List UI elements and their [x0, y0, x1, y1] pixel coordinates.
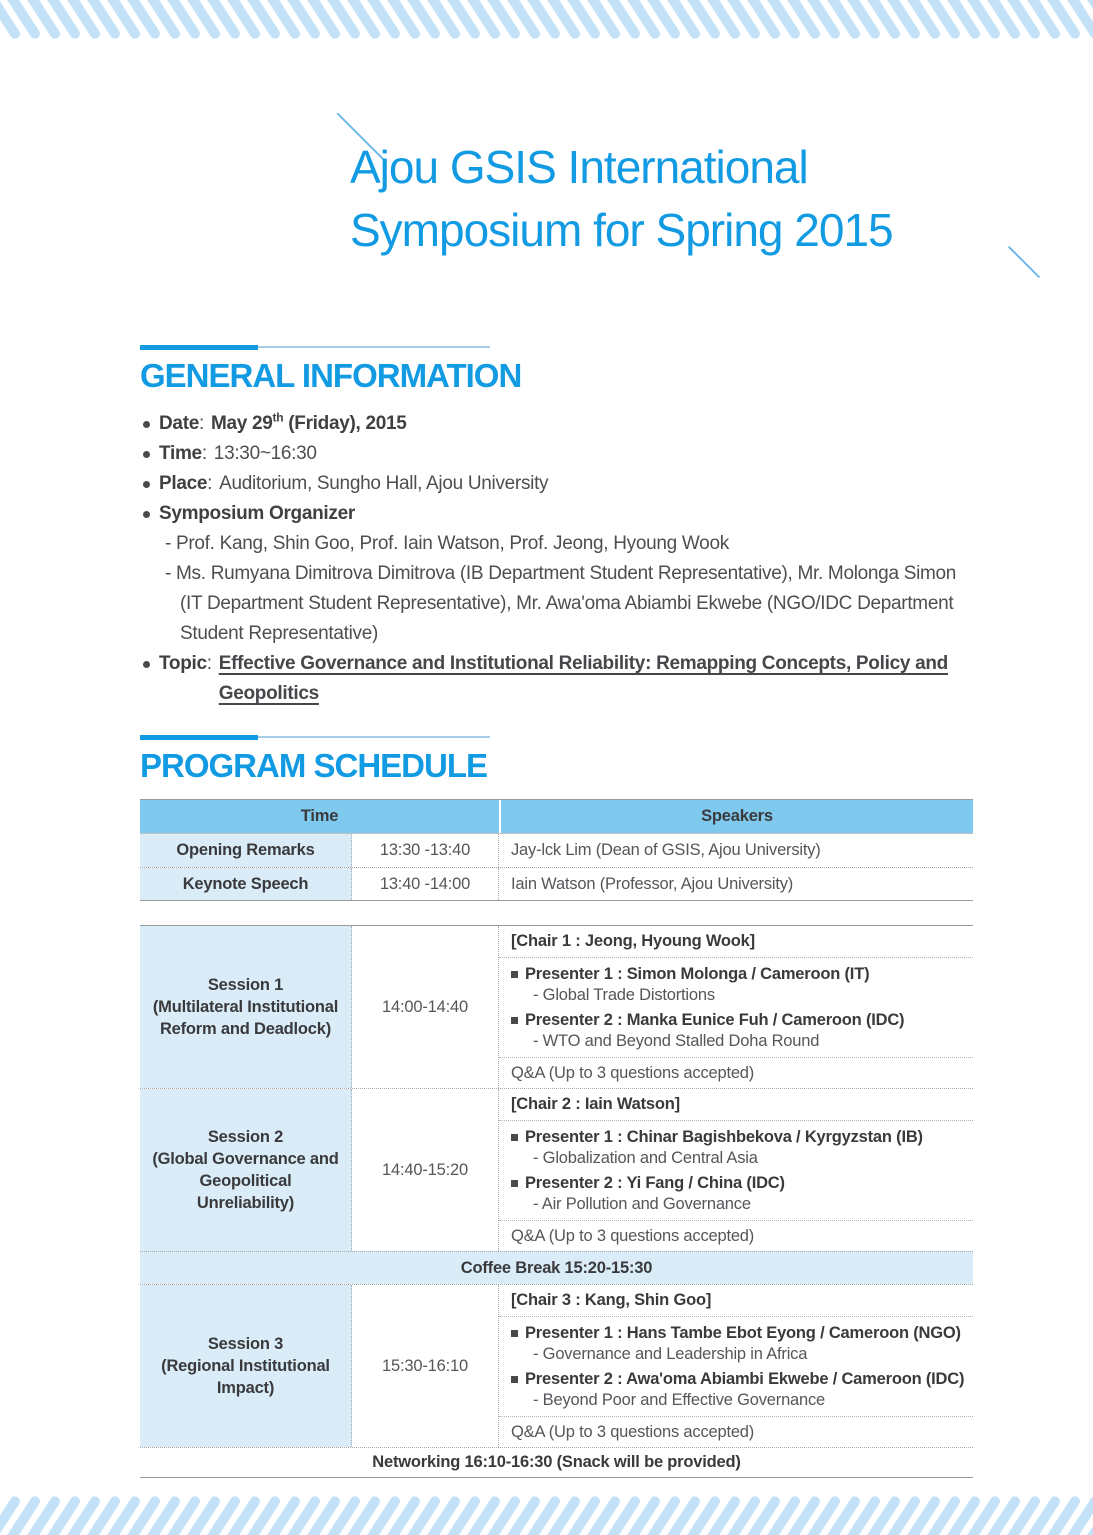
session-name: Session 2	[207, 1128, 284, 1146]
presenter-topic: - WTO and Beyond Stalled Doha Round	[533, 1032, 820, 1050]
label-colon: :	[207, 473, 213, 494]
top-stripes-decoration	[0, 0, 1093, 46]
row-label: Opening Remarks	[140, 834, 352, 867]
title-line-2: Symposium for Spring 2015	[350, 204, 893, 256]
label-colon: :	[201, 443, 207, 464]
list-item-date	[140, 409, 973, 439]
title-slash-right-decoration	[1008, 246, 1041, 279]
row-time: 13:40 -14:00	[352, 868, 499, 900]
session-speakers-cell	[499, 926, 973, 1088]
chair-line: [Chair 1 : Jeong, Hyoung Wook]	[499, 926, 973, 958]
table-row-keynote-speech	[140, 867, 973, 900]
date-label: Date	[159, 413, 199, 434]
list-item-place	[140, 469, 973, 499]
divider-thin-segment	[258, 736, 490, 738]
row-time: 13:30 -13:40	[352, 834, 499, 867]
session-2-row	[140, 1088, 973, 1251]
presenter-item	[511, 964, 965, 1006]
session-speakers-cell	[499, 1089, 973, 1251]
presenter-title: Presenter 1 : Chinar Bagishbekova / Kyrgyzstan (IB)	[525, 1128, 923, 1146]
program-schedule-heading: PROGRAM SCHEDULE	[140, 747, 488, 784]
session-name: Session 3	[207, 1335, 284, 1353]
session-label-cell	[140, 926, 352, 1088]
qa-line: Q&A (Up to 3 questions accepted)	[511, 1422, 755, 1441]
bullet-dot-icon	[143, 421, 150, 428]
list-item-time	[140, 439, 973, 469]
presenter-item	[511, 1127, 965, 1169]
organizer-students-line: - Ms. Rumyana Dimitrova Dimitrova (IB Department Student Representative), Mr. Molonga Simon (IT Department Student Representative), Mr. Awa'oma Abiambi Ekwebe (NGO/IDC Department Student Representative)	[165, 563, 957, 644]
networking-row: Networking 16:10-16:30 (Snack will be provided)	[140, 1447, 973, 1477]
presenter-item	[511, 1010, 965, 1052]
presenters-block	[499, 1317, 973, 1417]
presenter-item	[511, 1323, 965, 1365]
qa-line: Q&A (Up to 3 questions accepted)	[511, 1063, 755, 1082]
time-label: Time	[159, 443, 202, 464]
place-value: Auditorium, Sungho Hall, Ajou University	[219, 473, 549, 494]
row-speaker: Jay-lck Lim (Dean of GSIS, Ajou University)	[511, 841, 821, 859]
session-time-cell: 14:00-14:40	[352, 926, 499, 1088]
topic-label: Topic	[159, 653, 207, 674]
bottom-stripes-decoration	[0, 1479, 1093, 1535]
square-bullet-icon	[511, 1376, 518, 1383]
square-bullet-icon	[511, 1017, 518, 1024]
qa-line: Q&A (Up to 3 questions accepted)	[511, 1226, 755, 1245]
divider-thick-segment	[140, 735, 258, 740]
general-information-heading: GENERAL INFORMATION	[140, 357, 522, 394]
opening-table	[140, 799, 973, 901]
session-subtitle: (Regional Institutional Impact)	[161, 1357, 330, 1397]
session-label-cell	[140, 1089, 352, 1251]
session-speakers-cell	[499, 1285, 973, 1447]
speakers-column-header: Speakers	[499, 800, 973, 833]
presenter-title: Presenter 1 : Hans Tambe Ebot Eyong / Cameroon (NGO)	[525, 1324, 961, 1342]
list-item-topic	[140, 649, 973, 709]
page-title	[350, 136, 893, 262]
presenter-topic: - Beyond Poor and Effective Governance	[533, 1391, 826, 1409]
presenter-title: Presenter 1 : Simon Molonga / Cameroon (IT)	[525, 965, 870, 983]
bullet-dot-icon	[143, 511, 150, 518]
place-label: Place	[159, 473, 208, 494]
row-label: Keynote Speech	[140, 868, 352, 900]
session-3-row	[140, 1284, 973, 1447]
divider-thin-segment	[258, 346, 490, 348]
coffee-break-row: Coffee Break 15:20-15:30	[140, 1251, 973, 1284]
bullet-dot-icon	[143, 661, 150, 668]
date-value: May 29th (Friday), 2015	[210, 410, 407, 434]
square-bullet-icon	[511, 1134, 518, 1141]
organizer-label: Symposium Organizer	[159, 503, 355, 524]
program-schedule-section	[140, 734, 973, 1478]
presenter-item	[511, 1369, 965, 1411]
time-column-header: Time	[300, 807, 339, 825]
list-item-organizer	[140, 499, 973, 529]
square-bullet-icon	[511, 1330, 518, 1337]
label-colon: :	[198, 413, 204, 434]
presenter-title: Presenter 2 : Manka Eunice Fuh / Cameroon (IDC)	[525, 1011, 905, 1029]
table-header-row	[140, 800, 973, 834]
section-divider-decoration	[140, 734, 490, 740]
presenter-topic: - Air Pollution and Governance	[533, 1195, 751, 1213]
bullet-dot-icon	[143, 481, 150, 488]
title-line-1: Ajou GSIS International	[350, 141, 808, 193]
session-label-cell	[140, 1285, 352, 1447]
presenter-title: Presenter 2 : Awa'oma Abiambi Ekwebe / Cameroon (IDC)	[525, 1370, 965, 1388]
section-divider-decoration	[140, 344, 490, 350]
session-subtitle: (Global Governance and Geopolitical Unreliability)	[152, 1150, 339, 1212]
organizer-professors-line: - Prof. Kang, Shin Goo, Prof. Iain Watson, Prof. Jeong, Hyoung Wook	[165, 533, 729, 554]
session-time-cell: 15:30-16:10	[352, 1285, 499, 1447]
bullet-dot-icon	[143, 451, 150, 458]
square-bullet-icon	[511, 1180, 518, 1187]
presenter-topic: - Globalization and Central Asia	[533, 1149, 758, 1167]
ordinal-suffix: th	[272, 410, 284, 425]
general-info-list	[140, 409, 973, 709]
table-row-opening-remarks	[140, 834, 973, 867]
row-speaker: Iain Watson (Professor, Ajou University)	[511, 874, 794, 893]
presenters-block	[499, 958, 973, 1058]
general-information-section	[140, 344, 973, 709]
presenter-item	[511, 1173, 965, 1215]
label-colon: :	[206, 653, 212, 674]
session-name: Session 1	[207, 976, 284, 994]
topic-value: Effective Governance and Institutional Reliability: Remapping Concepts, Policy and Geopolitics	[218, 653, 948, 704]
chair-line: [Chair 2 : Iain Watson]	[499, 1089, 973, 1121]
square-bullet-icon	[511, 971, 518, 978]
presenter-title: Presenter 2 : Yi Fang / China (IDC)	[525, 1174, 785, 1192]
presenters-block	[499, 1121, 973, 1221]
time-value: 13:30~16:30	[213, 443, 317, 464]
chair-line: [Chair 3 : Kang, Shin Goo]	[499, 1285, 973, 1317]
divider-thick-segment	[140, 345, 258, 350]
session-1-row	[140, 926, 973, 1088]
presenter-topic: - Global Trade Distortions	[533, 986, 715, 1004]
session-subtitle: (Multilateral Institutional Reform and Deadlock)	[152, 998, 339, 1038]
sessions-table	[140, 925, 973, 1478]
session-time-cell: 14:40-15:20	[352, 1089, 499, 1251]
presenter-topic: - Governance and Leadership in Africa	[533, 1345, 808, 1363]
